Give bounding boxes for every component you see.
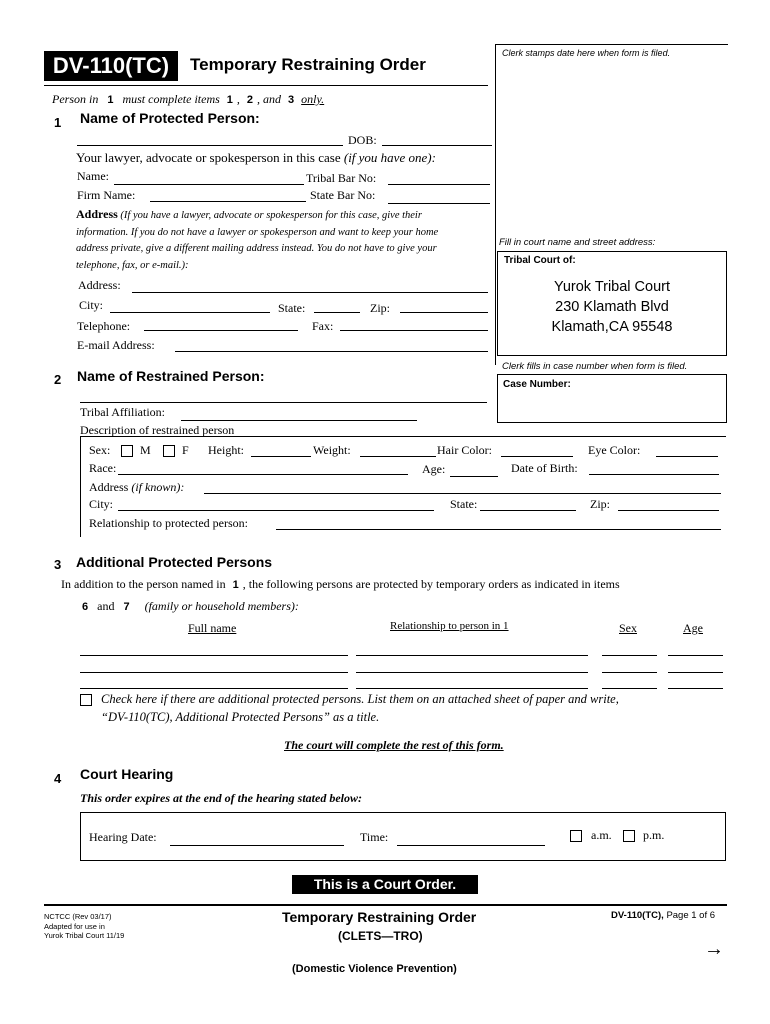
person-2-sex-field[interactable] xyxy=(602,672,657,673)
person-2-rel-field[interactable] xyxy=(356,672,588,673)
height-field[interactable] xyxy=(251,456,311,457)
city-label: City: xyxy=(79,298,104,312)
court-name: Yurok Tribal Court xyxy=(553,279,671,295)
section-3-title: Additional Protected Persons xyxy=(76,554,273,570)
person-3-age-field[interactable] xyxy=(668,688,723,689)
restrained-state-field[interactable] xyxy=(480,510,576,511)
section-4-number: 4 xyxy=(54,771,62,786)
intro-text-b: , the following persons are protected by temporary orders as indicated in items xyxy=(242,577,620,591)
instr-and: , and xyxy=(257,92,282,106)
address-note-3: address private, give a different mailing address instead. You do not have to give your xyxy=(76,243,437,254)
footer-form-code: DV-110(TC), xyxy=(611,910,664,921)
protected-name-field[interactable] xyxy=(77,145,343,146)
pm-label: p.m. xyxy=(643,828,665,842)
item-6: 6 xyxy=(82,601,89,613)
person-3-name-field[interactable] xyxy=(80,688,348,689)
address-field[interactable] xyxy=(132,292,488,293)
hearing-date-label: Hearing Date: xyxy=(89,830,157,844)
lawyer-name-label: Name: xyxy=(77,169,109,183)
sex-label: Sex: xyxy=(89,443,111,457)
court-complete-note: The court will complete the rest of this form. xyxy=(284,738,504,752)
restrained-address-label xyxy=(89,480,184,495)
zip-label: Zip: xyxy=(370,301,390,315)
dob2-field[interactable] xyxy=(589,474,719,475)
person-1-age-field[interactable] xyxy=(668,655,723,656)
court-order-banner xyxy=(292,875,478,894)
intro-text-a: In addition to the person named in xyxy=(61,577,226,591)
eye-color-label: Eye Color: xyxy=(588,443,641,457)
telephone-field[interactable] xyxy=(144,330,298,331)
pm-checkbox[interactable] xyxy=(623,830,635,842)
address-note-2: information. If you do not have a lawyer or spokesperson and want to keep your home xyxy=(76,226,439,238)
eye-color-field[interactable] xyxy=(656,456,718,457)
age-label: Age: xyxy=(422,462,446,476)
instr-person-in: Person in xyxy=(52,92,99,106)
footer-divider xyxy=(44,904,727,906)
col-relationship: Relationship to person in 1 xyxy=(390,620,509,632)
dob-field[interactable] xyxy=(382,145,492,146)
instr-only: only. xyxy=(301,92,325,106)
section-1-title: Name of Protected Person: xyxy=(80,110,260,126)
description-label: Description of restrained person xyxy=(80,423,235,437)
court-fill-note: Fill in court name and street address: xyxy=(499,237,656,248)
age-field[interactable] xyxy=(450,476,498,477)
court-city: Klamath,CA 95548 xyxy=(551,319,673,335)
tribal-bar-label: Tribal Bar No: xyxy=(306,171,377,185)
dob-label: DOB: xyxy=(348,133,377,147)
col-full-name: Full name xyxy=(188,621,237,635)
zip-field[interactable] xyxy=(400,312,488,313)
section-1-number: 1 xyxy=(54,115,62,130)
item-7: 7 xyxy=(123,601,130,613)
section-3-intro xyxy=(61,577,620,592)
section-2-number: 2 xyxy=(54,372,62,387)
footer-rev: NCTCC (Rev 03/17) xyxy=(44,912,112,921)
email-field[interactable] xyxy=(175,351,488,352)
section-3-number: 3 xyxy=(54,557,62,572)
person-1-rel-field[interactable] xyxy=(356,655,588,656)
family-members: (family or household members): xyxy=(144,599,299,613)
tribal-affiliation-field[interactable] xyxy=(181,420,417,421)
address-note xyxy=(76,206,486,274)
clerk-stamp-note: Clerk stamps date here when form is filed. xyxy=(502,48,671,58)
person-1-name-field[interactable] xyxy=(80,655,348,656)
person-2-name-field[interactable] xyxy=(80,672,348,673)
relationship-field[interactable] xyxy=(276,529,721,530)
height-label: Height: xyxy=(208,443,244,457)
instr-item2: 2 xyxy=(246,94,254,106)
city-field[interactable] xyxy=(110,312,270,313)
items-and: and xyxy=(97,599,115,613)
state-field[interactable] xyxy=(314,312,360,313)
person-1-sex-field[interactable] xyxy=(602,655,657,656)
lawyer-line-italic: (if you have one): xyxy=(343,150,436,165)
court-label: Tribal Court of: xyxy=(504,255,576,266)
lawyer-line-text: Your lawyer, advocate or spokesperson in this case xyxy=(76,150,341,165)
case-number-note: Clerk fills in case number when form is filed. xyxy=(502,361,688,372)
sex-f-label: F xyxy=(182,443,189,457)
footer-rev-block xyxy=(44,912,124,941)
col-age: Age xyxy=(683,621,703,635)
footer-clets: (CLETS—TRO) xyxy=(338,929,423,943)
lawyer-line xyxy=(76,150,436,166)
section-2-title: Name of Restrained Person: xyxy=(77,368,265,384)
footer-adapted-2: Yurok Tribal Court 11/19 xyxy=(44,931,125,940)
fax-field[interactable] xyxy=(340,330,488,331)
time-label: Time: xyxy=(360,830,389,844)
relationship-label: Relationship to protected person: xyxy=(89,516,248,530)
race-field[interactable] xyxy=(118,474,408,475)
restrained-state-label: State: xyxy=(450,497,478,511)
tribal-affiliation-label: Tribal Affiliation: xyxy=(80,405,166,419)
section-4-title: Court Hearing xyxy=(80,766,174,782)
time-field[interactable] xyxy=(397,845,545,846)
form-code: DV-110(TC) xyxy=(52,53,170,78)
person-3-sex-field[interactable] xyxy=(602,688,657,689)
instructions-line xyxy=(52,92,324,107)
case-number-label: Case Number: xyxy=(503,379,571,390)
weight-label: Weight: xyxy=(313,443,351,457)
additional-persons-text-1: Check here if there are additional protected persons. List them on an attached sheet of paper and write, xyxy=(101,692,619,706)
restrained-city-field[interactable] xyxy=(118,510,434,511)
form-title: Temporary Restraining Order xyxy=(190,55,426,74)
footer-page-info xyxy=(611,910,715,921)
hair-color-field[interactable] xyxy=(501,456,573,457)
footer-page-number: Page 1 of 6 xyxy=(666,910,716,921)
court-address xyxy=(497,277,727,337)
next-page-arrow-icon[interactable]: → xyxy=(704,938,724,960)
race-label: Race: xyxy=(89,461,117,475)
am-checkbox[interactable] xyxy=(570,830,582,842)
restrained-city-label: City: xyxy=(89,497,114,511)
instr-n1: 1 xyxy=(107,94,114,106)
instr-item1: 1 xyxy=(226,94,233,106)
restrained-address-text: Address xyxy=(89,480,129,494)
fax-label: Fax: xyxy=(312,319,334,333)
header-divider xyxy=(44,85,488,86)
address-note-1: (If you have a lawyer, advocate or spokesperson for this case, give their xyxy=(120,210,422,221)
firm-name-field[interactable] xyxy=(150,201,306,202)
email-label: E-mail Address: xyxy=(77,338,155,352)
state-bar-label: State Bar No: xyxy=(310,188,376,202)
firm-name-label: Firm Name: xyxy=(77,188,136,202)
sex-m-checkbox[interactable] xyxy=(121,445,133,457)
hair-color-label: Hair Color: xyxy=(437,443,492,457)
restrained-address-field[interactable] xyxy=(204,493,721,494)
footer-dv-prevention: (Domestic Violence Prevention) xyxy=(292,963,457,975)
court-order-text: This is a Court Order. xyxy=(313,876,457,892)
restrained-name-field[interactable] xyxy=(80,402,487,403)
state-label: State: xyxy=(278,301,306,315)
person-3-rel-field[interactable] xyxy=(356,688,588,689)
court-street: 230 Klamath Blvd xyxy=(555,299,669,315)
restrained-address-italic: (if known): xyxy=(131,480,185,494)
am-label: a.m. xyxy=(591,828,612,842)
intro-number: 1 xyxy=(232,579,239,591)
instr-comma: , xyxy=(236,92,240,106)
footer-adapted-1: Adapted for use in xyxy=(44,921,105,931)
form-code-badge xyxy=(44,51,178,81)
restrained-zip-field[interactable] xyxy=(618,510,719,511)
address-heading: Address xyxy=(76,207,118,221)
lawyer-name-field[interactable] xyxy=(114,184,304,185)
address-label: Address: xyxy=(78,278,121,292)
additional-persons-checkbox[interactable] xyxy=(80,694,92,706)
address-note-4: telephone, fax, or e-mail.): xyxy=(76,259,189,271)
sex-m-label: M xyxy=(140,443,151,457)
col-sex: Sex xyxy=(619,621,637,635)
expires-note: This order expires at the end of the hearing stated below: xyxy=(80,791,362,805)
tribal-bar-field[interactable] xyxy=(388,184,490,185)
footer-title: Temporary Restraining Order xyxy=(282,909,477,925)
dob2-label: Date of Birth: xyxy=(511,461,578,475)
telephone-label: Telephone: xyxy=(77,319,131,333)
restrained-zip-label: Zip: xyxy=(590,497,610,511)
hearing-date-field[interactable] xyxy=(170,845,344,846)
instr-item3: 3 xyxy=(288,94,295,106)
section-3-items xyxy=(82,599,299,614)
additional-persons-text-2: “DV-110(TC), Additional Protected Persons” as a title. xyxy=(101,710,380,724)
weight-field[interactable] xyxy=(360,456,436,457)
state-bar-field[interactable] xyxy=(388,203,490,204)
instr-must-complete: must complete items xyxy=(122,92,220,106)
person-2-age-field[interactable] xyxy=(668,672,723,673)
sex-f-checkbox[interactable] xyxy=(163,445,175,457)
